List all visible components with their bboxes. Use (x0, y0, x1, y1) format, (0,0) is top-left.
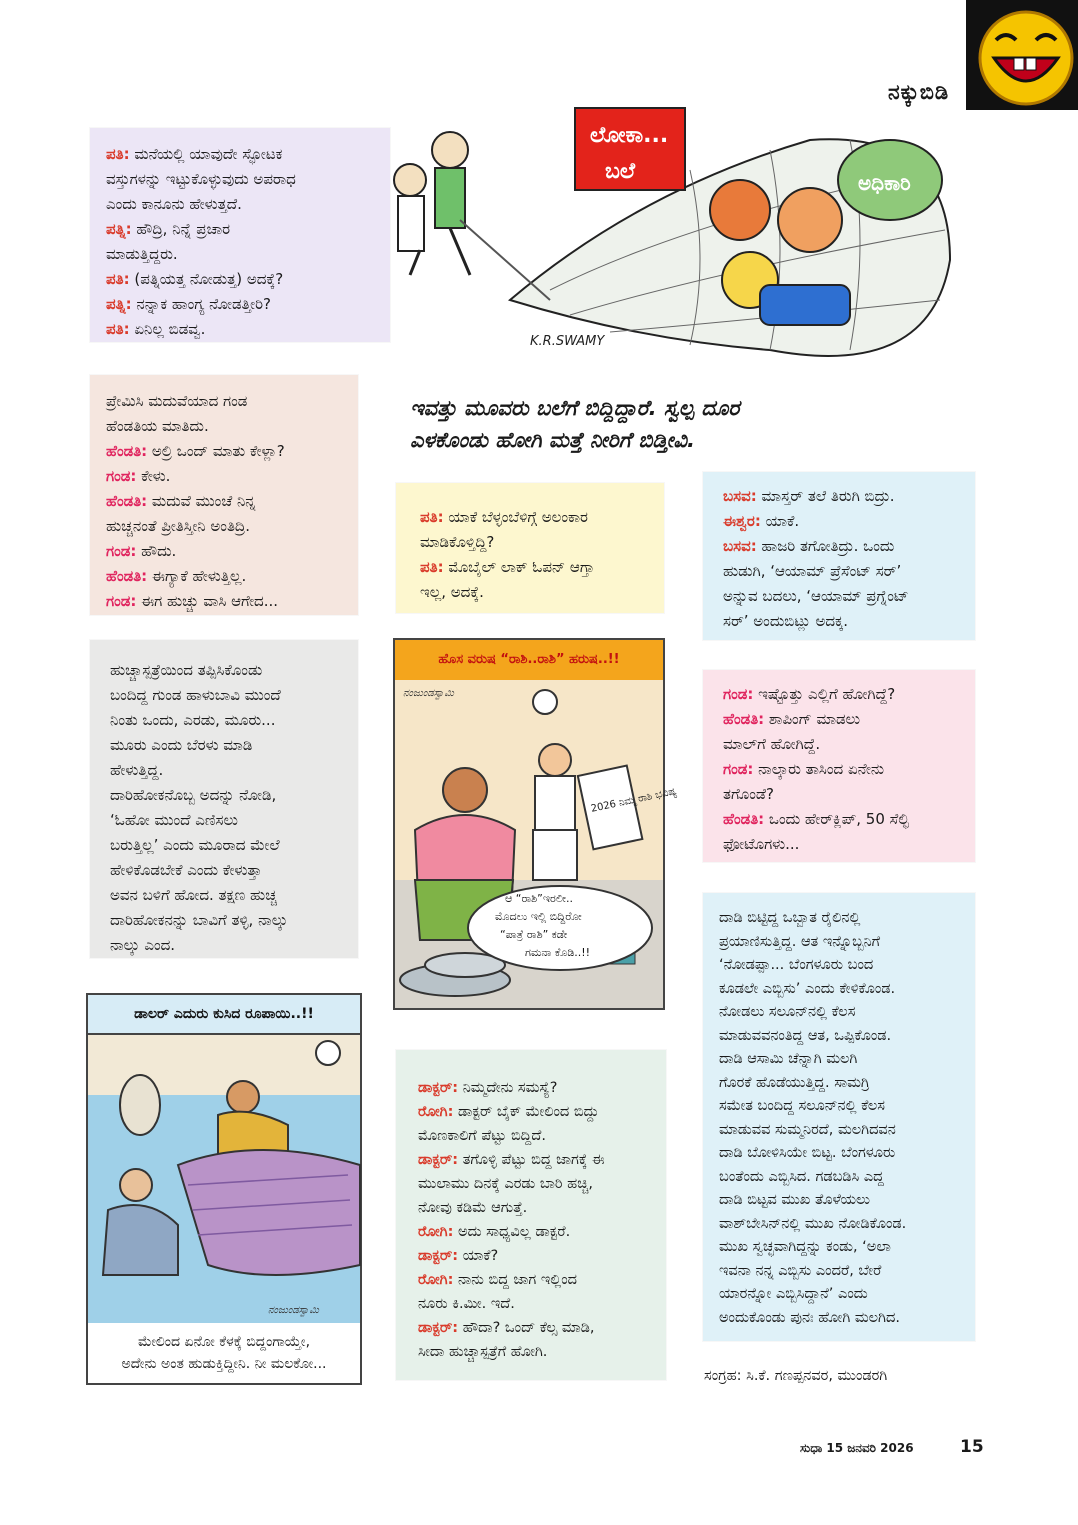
joke-line: ನೋಡಲು ಸಲೂನ್‌ನಲ್ಲಿ ಕೆಲಸ (719, 1004, 856, 1020)
joke-box-1 (90, 128, 390, 342)
joke-line: ಹುಚ್ಚನಂತೆ ಪ್ರೀತಿಸ್ತೀನಿ ಅಂತಿದ್ರಿ. (106, 517, 251, 535)
joke-line: ಹೆಂಡತಿ: ಈಗ್ಯಾಕೆ ಹೇಳುತ್ತಿಲ್ಲ. (106, 567, 247, 585)
joke-line: ನಾಲ್ಕು ಎಂದ. (110, 936, 176, 954)
joke-line: ವಾಶ್‌ಬೇಸಿನ್‌ನಲ್ಲಿ ಮುಖ ನೋಡಿಕೊಂಡ. (719, 1215, 907, 1232)
joke-line: ಬಸವ: ಮಾಸ್ತರ್ ತಲೆ ತಿರುಗಿ ಬಿದ್ರು. (723, 487, 895, 505)
joke-line: ಗಂಡ: ನಾಲ್ಕಾರು ತಾಸಿಂದ ಏನೇನು (723, 760, 885, 778)
book-text: 2026 ನಿಮ್ಮ ರಾಶಿ ಭವಿಷ್ಯ (589, 785, 678, 815)
dollar-caption-line-1: ಮೇಲಿಂದ ಏನೋ ಕೆಳಕ್ಕೆ ಬಿದ್ದಂಗಾಯ್ತೇ, (137, 1334, 311, 1350)
joke-line: ಪ್ರಯಾಣಿಸುತ್ತಿದ್ದ. ಆತ ಇನ್ನೊಬ್ಬನಿಗೆ (719, 933, 881, 950)
section-title: ನಕ್ಕುಬಿಡಿ (888, 80, 950, 104)
laughing-face-icon (966, 0, 1078, 110)
joke-line: ವಸ್ತುಗಳನ್ನು ಇಟ್ಟುಕೊಳ್ಳುವುದು ಅಪರಾಧ (106, 170, 296, 188)
joke-line: ಬಂತೆಂದು ಎಬ್ಬಿಸಿದ. ಗಡಬಡಿಸಿ ಎದ್ದ (719, 1168, 884, 1185)
bubble-line-1: ಆ “ರಾಶಿ”ಇರಲೀ.. (505, 892, 574, 905)
joke-line: ಹೆಂಡತಿಯ ಮಾತಿದು. (106, 417, 209, 435)
cartoon-illustration (390, 100, 970, 390)
dollar-signature: ನಂಜುಂಡಸ್ವಾಮಿ (268, 1305, 319, 1316)
joke-line: ಅವನ ಬಳಿಗೆ ಹೋದ. ತಕ್ಷಣ ಹುಚ್ಚ (110, 886, 277, 904)
joke-line: ಪತ್ನಿ: ಹೌದ್ರಿ, ನಿನ್ನೆ ಪ್ರಚಾರ (106, 220, 231, 238)
rashi-illustration (395, 680, 678, 1008)
joke-line: ಮಾಡಿಕೊಳ್ತಿದ್ದಿ? (420, 533, 495, 551)
joke-box-8 (396, 1050, 666, 1380)
joke-line: ಎಂದು ಕಾನೂನು ಹೇಳುತ್ತದೆ. (106, 195, 242, 213)
joke-line: ಮಾಲ್‌ಗೆ ಹೋಗಿದ್ದೆ. (723, 735, 821, 753)
joke-line: ದಾಡಿ ಬಿಟ್ಟಿದ್ದ ಒಬ್ಬಾತ ರೈಲಿನಲ್ಲಿ (719, 910, 861, 926)
rashi-cartoon-title: ಹೊಸ ವರುಷ “ರಾಶಿ..ರಾಶಿ” ಹರುಷ..!! (395, 640, 663, 680)
joke-line: ಗಂಡ: ಈಗ ಹುಚ್ಚು ವಾಸಿ ಆಗೇದ... (106, 592, 279, 610)
joke-line: ಡಾಕ್ಟರ್: ತಗೊಳ್ಳಿ ಪೆಟ್ಟು ಬಿದ್ದ ಜಾಗಕ್ಕೆ ಈ (418, 1152, 605, 1168)
joke-line: ಯಾರನ್ನೋ ಎಬ್ಬಿಸಿದ್ದಾನೆ’ ಎಂದು (719, 1286, 868, 1302)
joke-line: ಹುಡುಗಿ, ‘ಆಯಾಮ್ ಪ್ರೆಸೆಂಟ್ ಸರ್’ (723, 562, 902, 580)
joke-line: ಗೊರಕೆ ಹೊಡೆಯುತ್ತಿದ್ದ. ಸಾಮಗ್ರಿ (719, 1074, 870, 1091)
joke-line: ಹೆಂಡತಿ: ಒಂದು ಹೇರ್‌ಕ್ಲಿಪ್, 50 ಸೆಲ್ಫಿ (723, 810, 909, 828)
joke-line: ಹೆಂಡತಿ: ಶಾಪಿಂಗ್ ಮಾಡಲು (723, 710, 861, 728)
joke-line: ಬಸವ: ಹಾಜರಿ ತಗೋತಿದ್ರು. ಒಂದು (723, 537, 895, 555)
net-label: ಅಧಿಕಾರಿ (858, 171, 911, 195)
joke-line: ಇಲ್ಲ, ಅದಕ್ಕೆ. (420, 583, 484, 601)
dollar-cartoon-caption (88, 1323, 360, 1383)
joke-box-6 (703, 670, 975, 862)
joke-line: ‘ನೋಡಪ್ಪಾ... ಬೆಂಗಳೂರು ಬಂದ (719, 957, 874, 973)
joke-line: ಸೀದಾ ಹುಚ್ಚಾಸ್ಪತ್ರೆಗೆ ಹೋಗಿ. (418, 1344, 548, 1360)
joke-line: ಗಂಡ: ಇಷ್ಟೊತ್ತು ಎಲ್ಲಿಗೆ ಹೋಗಿದ್ದೆ? (723, 685, 896, 703)
joke-line: ಪತ್ನಿ: ನನ್ನಾಕ ಹಾಂಗ್ಯ ನೋಡತ್ತೀರಿ? (106, 295, 271, 313)
joke-line: ದಾಡಿ ಆಸಾಮಿ ಚೆನ್ನಾಗಿ ಮಲಗಿ (719, 1051, 858, 1067)
top-cartoon-caption (410, 392, 970, 456)
compiler-credit: ಸಂಗ್ರಹ: ಸಿ.ಕೆ. ಗಣಪ್ಪನವರ, ಮುಂಡರಗಿ (704, 1368, 888, 1384)
joke-line: ಮೂರು ಎಂದು ಬೆರಳು ಮಾಡಿ (110, 736, 253, 754)
joke-line: ದಾರಿಹೋಕನನ್ನು ಬಾವಿಗೆ ತಳ್ಳಿ, ನಾಲ್ಕು (110, 911, 288, 929)
joke-line: ಮೊಣಕಾಲಿಗೆ ಪೆಟ್ಟು ಬಿದ್ದಿದೆ. (418, 1128, 546, 1144)
caption-line-1: ಇವತ್ತು ಮೂವರು ಬಲೆಗೆ ಬಿದ್ದಿದ್ದಾರೆ. ಸ್ವಲ್ಪ ದೂರ (410, 396, 740, 420)
rashi-cartoon (393, 638, 678, 1010)
joke-line: ಹೆಂಡತಿ: ಮದುವೆ ಮುಂಚೆ ನಿನ್ನ (106, 492, 256, 510)
joke-line: ಪತಿ: (ಪತ್ನಿಯತ್ತ ನೋಡುತ್ತ) ಅದಕ್ಕೆ? (106, 270, 284, 288)
joke-line: ಅನ್ನುವ ಬದಲು, ‘ಆಯಾಮ್ ಪ್ರಗ್ನೆಂಟ್ (723, 587, 909, 605)
joke-line: ಪ್ರೇಮಿಸಿ ಮದುವೆಯಾದ ಗಂಡ (106, 392, 248, 410)
caption-line-2: ಎಳಕೊಂಡು ಹೋಗಿ ಮತ್ತೆ ನೀರಿಗೆ ಬಿಡ್ತೀವಿ. (410, 428, 695, 452)
joke-line: ದಾಡಿ ಬೋಳಿಸಿಯೇ ಬಿಟ್ಟ. ಬೆಂಗಳೂರು (719, 1145, 896, 1161)
joke-line: ಫೋಟೊಗಳು... (723, 835, 800, 853)
joke-line: ನೂರು ಕಿ.ಮೀ. ಇದೆ. (418, 1296, 515, 1312)
badge-line2: ಬಲೆ (605, 159, 636, 184)
joke-line: ಮಾಡುವವನಂತಿದ್ದ ಆತ, ಒಪ್ಪಿಕೊಂಡ. (719, 1027, 892, 1044)
joke-line: ಈಶ್ವರ: ಯಾಕೆ. (723, 512, 800, 530)
bubble-line-2: ಮೊದಲು ಇಲ್ಲಿ ಬಿದ್ದಿರೋ (495, 910, 582, 923)
joke-line: ದಾರಿಹೋಕನೊಬ್ಬ ಅದನ್ನು ನೋಡಿ, (110, 786, 277, 804)
dollar-caption-line-2: ಅದೇನು ಅಂತ ಹುಡುಕ್ತಿದ್ದೀನಿ. ನೀ ಮಲಕೋ... (121, 1356, 327, 1372)
dollar-cartoon-title: ಡಾಲರ್ ಎದುರು ಕುಸಿದ ರೂಪಾಯಿ..!! (88, 995, 360, 1035)
joke-line: ಡಾಕ್ಟರ್: ಯಾಕೆ? (418, 1248, 499, 1264)
joke-box-4 (396, 483, 664, 613)
laughing-face-logo (966, 0, 1078, 110)
joke-line: ಪತಿ: ಏನಿಲ್ಲ ಬಿಡವ್ವ. (106, 320, 206, 338)
joke-line: ಇವನಾ ನನ್ನ ಎಬ್ಬಿಸು ಎಂದರೆ, ಬೇರೆ (719, 1262, 882, 1279)
page-number: 15 (960, 1437, 984, 1457)
rashi-signature: ನಂಜುಂಡಸ್ವಾಮಿ (403, 688, 454, 699)
joke-line: ಪತಿ: ಯಾಕೆ ಬೆಳ್ಳಂಬೆಳಿಗ್ಗೆ ಅಲಂಕಾರ (420, 508, 588, 526)
joke-line: ‘ಓಹೋ ಮುಂದೆ ಎಣಿಸಲು (110, 811, 238, 829)
joke-line: ಸಮೇತ ಬಂದಿದ್ದ ಸಲೂನ್‌ನಲ್ಲಿ ಕೆಲಸ (719, 1098, 885, 1114)
joke-line: ಹುಚ್ಚಾಸ್ಪತ್ರೆಯಿಂದ ತಪ್ಪಿಸಿಕೊಂಡು (110, 661, 263, 679)
bubble-line-3: “ಪಾತ್ರೆ ರಾಶಿ” ಕಡೇ (500, 928, 568, 941)
joke-line: ಮುಖ ಸ್ವಚ್ಛವಾಗಿದ್ದನ್ನು ಕಂಡು, ‘ಅಲಾ (719, 1239, 891, 1255)
joke-line: ನಿಂತು ಒಂದು, ಎರಡು, ಮೂರು... (110, 711, 276, 729)
joke-line: ರೋಗಿ: ನಾನು ಬಿದ್ದ ಜಾಗ ಇಲ್ಲಿಂದ (418, 1272, 578, 1288)
joke-box-2 (90, 375, 358, 615)
joke-line: ಗಂಡ: ಹೌದು. (106, 542, 177, 560)
joke-line: ಮಾಡುತ್ತಿದ್ದರು. (106, 245, 178, 263)
joke-line: ಮುಲಾಮು ದಿನಕ್ಕೆ ಎರಡು ಬಾರಿ ಹಚ್ಚಿ, (418, 1176, 594, 1192)
badge-line1: ಲೋಕಾ... (590, 123, 669, 148)
joke-line: ಡಾಕ್ಟರ್: ನಿಮ್ಮದೇನು ಸಮಸ್ಯೆ? (418, 1080, 558, 1096)
joke-line: ಹೆಂಡತಿ: ಅಲ್ರಿ ಒಂದ್ ಮಾತು ಕೇಳ್ಲಾ? (106, 442, 285, 460)
joke-line: ಹೇಳಿಕೊಡಬೇಕೆ ಎಂದು ಕೇಳುತ್ತಾ (110, 861, 262, 879)
joke-line: ಸರ್’ ಅಂದುಬಿಟ್ಲು ಅದಕ್ಕ. (723, 612, 849, 630)
dollar-rupee-cartoon (86, 993, 362, 1385)
joke-line: ಬಂದಿದ್ದ ಗುಂಡ ಹಾಳುಬಾವಿ ಮುಂದೆ (110, 686, 281, 704)
bubble-line-4: ಗಮನಾ ಕೊಡಿ..!! (525, 946, 591, 959)
cartoonist-signature: K.R.SWAMY (530, 334, 605, 349)
joke-line: ತಗೊಂಡೆ? (723, 785, 774, 803)
joke-line: ಬರುತ್ತಿಲ್ಲ’ ಎಂದು ಮೂರಾದ ಮೇಲೆ (110, 836, 280, 854)
joke-box-7 (703, 893, 975, 1341)
joke-line: ನೋವು ಕಡಿಮೆ ಆಗುತ್ತೆ. (418, 1200, 528, 1216)
joke-line: ಮಾಡುವವ ಸುಮ್ಮನಿರದೆ, ಮಲಗಿದವನ (719, 1121, 896, 1138)
joke-line: ಅಂದುಕೊಂಡು ಪುನಃ ಹೋಗಿ ಮಲಗಿದ. (719, 1309, 900, 1326)
joke-line: ಪತಿ: ಮನೆಯಲ್ಲಿ ಯಾವುದೇ ಸ್ಫೋಟಕ (106, 145, 283, 163)
lokayukta-net-cartoon (390, 100, 970, 390)
joke-line: ಗಂಡ: ಕೇಳು. (106, 467, 171, 485)
joke-line: ರೋಗಿ: ಅದು ಸಾಧ್ಯವಿಲ್ಲ ಡಾಕ್ಟರೆ. (418, 1224, 571, 1240)
joke-box-5 (703, 472, 975, 640)
page-footer (800, 1437, 984, 1461)
joke-line: ಹೇಳುತ್ತಿದ್ದ. (110, 761, 164, 779)
dollar-illustration (88, 1035, 360, 1323)
joke-box-3 (90, 640, 358, 958)
joke-line: ಡಾಕ್ಟರ್: ಹೌದಾ? ಒಂದ್ ಕೆಲ್ಸ ಮಾಡಿ, (418, 1320, 595, 1336)
joke-line: ಪತಿ: ಮೊಬೈಲ್ ಲಾಕ್ ಓಪನ್ ಆಗ್ತಾ (420, 558, 595, 576)
joke-line: ದಾಡಿ ಬಿಟ್ಟವ ಮುಖ ತೊಳೆಯಲು (719, 1192, 871, 1208)
publication-date: ಸುಧಾ 15 ಜನವರಿ 2026 (800, 1441, 914, 1455)
joke-line: ಕೂಡಲೇ ಎಬ್ಬಿಸು’ ಎಂದು ಕೇಳಿಕೊಂಡ. (719, 980, 896, 997)
joke-line: ರೋಗಿ: ಡಾಕ್ಟರ್ ಬೈಕ್ ಮೇಲಿಂದ ಬಿದ್ದು (418, 1104, 599, 1120)
